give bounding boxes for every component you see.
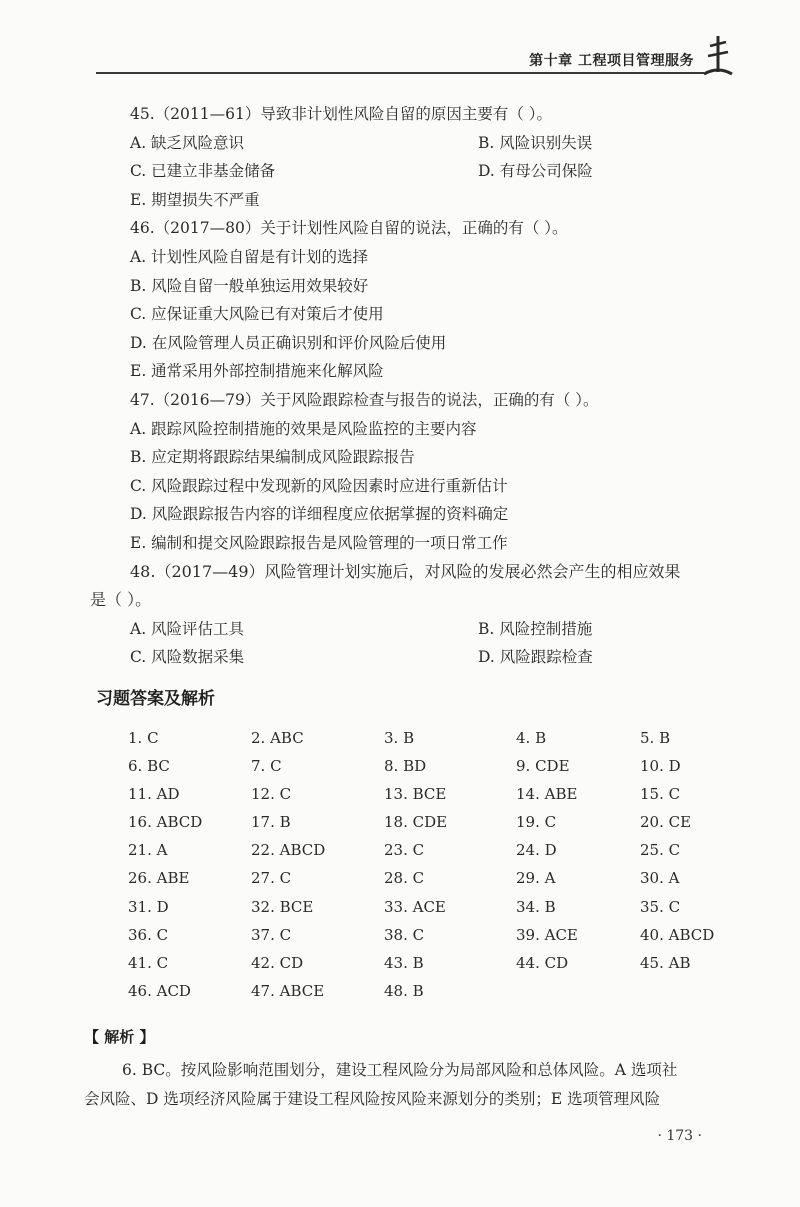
answer-cell: 42. CD: [251, 953, 304, 972]
answer-row: [128, 752, 728, 780]
option-d: D. 有母公司保险: [478, 162, 593, 181]
option-e: E. 编制和提交风险跟踪报告是风险管理的一项日常工作: [130, 533, 508, 552]
answer-cell: 13. BCE: [384, 785, 447, 804]
answer-cell: 34. B: [516, 897, 556, 916]
answer-cell: 14. ABE: [516, 785, 578, 804]
answer-cell: 39. ACE: [516, 925, 578, 944]
answer-cell: 8. BD: [384, 757, 427, 776]
answer-cell: 35. C: [640, 897, 681, 916]
answer-cell: 40. ABCD: [640, 925, 715, 944]
analysis-body: [84, 1056, 724, 1114]
answer-row: [128, 808, 728, 836]
analysis-heading: 【 解析 】: [84, 1028, 155, 1046]
answer-cell: 38. C: [384, 925, 425, 944]
answer-cell: 27. C: [251, 869, 292, 888]
chapter-ornament-icon: [698, 34, 738, 80]
answer-cell: 21. A: [128, 841, 168, 860]
option-b: B. 风险控制措施: [478, 619, 593, 638]
answer-cell: 41. C: [128, 953, 169, 972]
option-a: A. 计划性风险自留是有计划的选择: [130, 247, 369, 266]
answer-cell: 45. AB: [640, 953, 691, 972]
answer-cell: 2. ABC: [251, 729, 304, 747]
answer-cell: 9. CDE: [516, 757, 570, 776]
option-a: A. 跟踪风险控制措施的效果是风险监控的主要内容: [130, 419, 477, 438]
answer-cell: 43. B: [384, 953, 424, 972]
option-row: [130, 129, 720, 158]
answer-cell: 4. B: [516, 729, 547, 747]
option-row: [130, 615, 720, 644]
answer-cell: 48. B: [384, 981, 424, 1000]
answer-table: [128, 724, 728, 1005]
option-row: [130, 157, 720, 186]
answer-cell: 47. ABCE: [251, 981, 325, 1000]
answer-cell: 28. C: [384, 869, 425, 888]
answer-cell: 20. CE: [640, 813, 692, 832]
answer-cell: 12. C: [251, 785, 292, 804]
answer-cell: 26. ABE: [128, 869, 190, 888]
answer-cell: 6. BC: [128, 757, 170, 776]
option-d: D. 风险跟踪检查: [478, 648, 593, 667]
chapter-title: 第十章 工程项目管理服务: [529, 53, 694, 69]
answer-row: [128, 977, 728, 1005]
answers-section-title: 习题答案及解析: [96, 689, 215, 709]
option-c: C. 风险跟踪过程中发现新的风险因素时应进行重新估计: [130, 476, 508, 495]
answer-cell: 10. D: [640, 757, 681, 776]
answer-cell: 18. CDE: [384, 813, 448, 832]
option-d: D. 风险跟踪报告内容的详细程度应依据掌握的资料确定: [130, 505, 509, 524]
answer-cell: 30. A: [640, 869, 680, 888]
answer-cell: 5. B: [640, 729, 671, 747]
answer-cell: 44. CD: [516, 953, 569, 972]
running-header: [96, 46, 738, 76]
option-c: C. 已建立非基金储备: [130, 162, 276, 181]
analysis-line: 会风险、D 选项经济风险属于建设工程风险按风险来源划分的类别；E 选项管理风险: [84, 1090, 661, 1108]
answer-cell: 32. BCE: [251, 897, 314, 916]
answer-row: [128, 949, 728, 977]
question-stem: [90, 558, 720, 615]
answer-cell: [640, 977, 728, 1005]
option-e: E. 通常采用外部控制措施来化解风险: [130, 362, 384, 381]
question-stem-line1: 48.（2017—49）风险管理计划实施后，对风险的发展必然会产生的相应效果: [130, 561, 681, 581]
answer-cell: 46. ACD: [128, 981, 191, 1000]
header-rule: [96, 72, 704, 74]
answer-row: [128, 780, 728, 808]
answer-cell: 11. AD: [128, 785, 180, 804]
option-d: D. 在风险管理人员正确识别和评价风险后使用: [130, 333, 447, 352]
answer-cell: [516, 977, 640, 1005]
option-c: C. 风险数据采集: [130, 648, 245, 667]
option-b: B. 风险自留一般单独运用效果较好: [130, 276, 369, 295]
answer-row: [128, 836, 728, 864]
answer-row: [128, 893, 728, 921]
question-stem-line2: 是（ ）。: [90, 590, 152, 610]
answer-cell: 25. C: [640, 841, 681, 860]
answer-cell: 33. ACE: [384, 897, 446, 916]
question-stem: 47.（2016—79）关于风险跟踪检查与报告的说法，正确的有（ ）。: [130, 390, 599, 409]
option-a: A. 风险评估工具: [130, 619, 245, 638]
answer-cell: 22. ABCD: [251, 841, 326, 860]
answer-cell: 36. C: [128, 925, 169, 944]
answer-cell: 15. C: [640, 785, 681, 804]
answer-cell: 19. C: [516, 813, 557, 832]
analysis-line: 6. BC。按风险影响范围划分，建设工程风险分为局部风险和总体风险。A 选项社: [122, 1061, 678, 1079]
answer-cell: 29. A: [516, 869, 556, 888]
answer-cell: 23. C: [384, 841, 425, 860]
option-b: B. 应定期将跟踪结果编制成风险跟踪报告: [130, 448, 415, 467]
answer-cell: 1. C: [128, 729, 159, 747]
answer-row: [128, 864, 728, 892]
page-number: · 173 ·: [657, 1128, 702, 1144]
question-stem: 46.（2017—80）关于计划性风险自留的说法，正确的有（ ）。: [130, 219, 568, 238]
question-stem: 45.（2011—61）导致非计划性风险自留的原因主要有（ ）。: [130, 105, 552, 123]
answer-cell: 3. B: [384, 729, 415, 747]
option-a: A. 缺乏风险意识: [130, 133, 245, 152]
option-b: B. 风险识别失误: [478, 133, 593, 152]
questions-block: [90, 100, 720, 672]
answer-row: [128, 724, 728, 752]
answer-cell: 17. B: [251, 813, 291, 832]
option-c: C. 应保证重大风险已有对策后才使用: [130, 305, 384, 324]
option-e: E. 期望损失不严重: [130, 190, 260, 209]
answer-cell: 24. D: [516, 841, 557, 860]
answer-cell: 31. D: [128, 897, 169, 916]
option-row: [130, 643, 720, 672]
answer-row: [128, 921, 728, 949]
answer-cell: 37. C: [251, 925, 292, 944]
answer-cell: 7. C: [251, 757, 282, 776]
answer-cell: 16. ABCD: [128, 813, 203, 832]
